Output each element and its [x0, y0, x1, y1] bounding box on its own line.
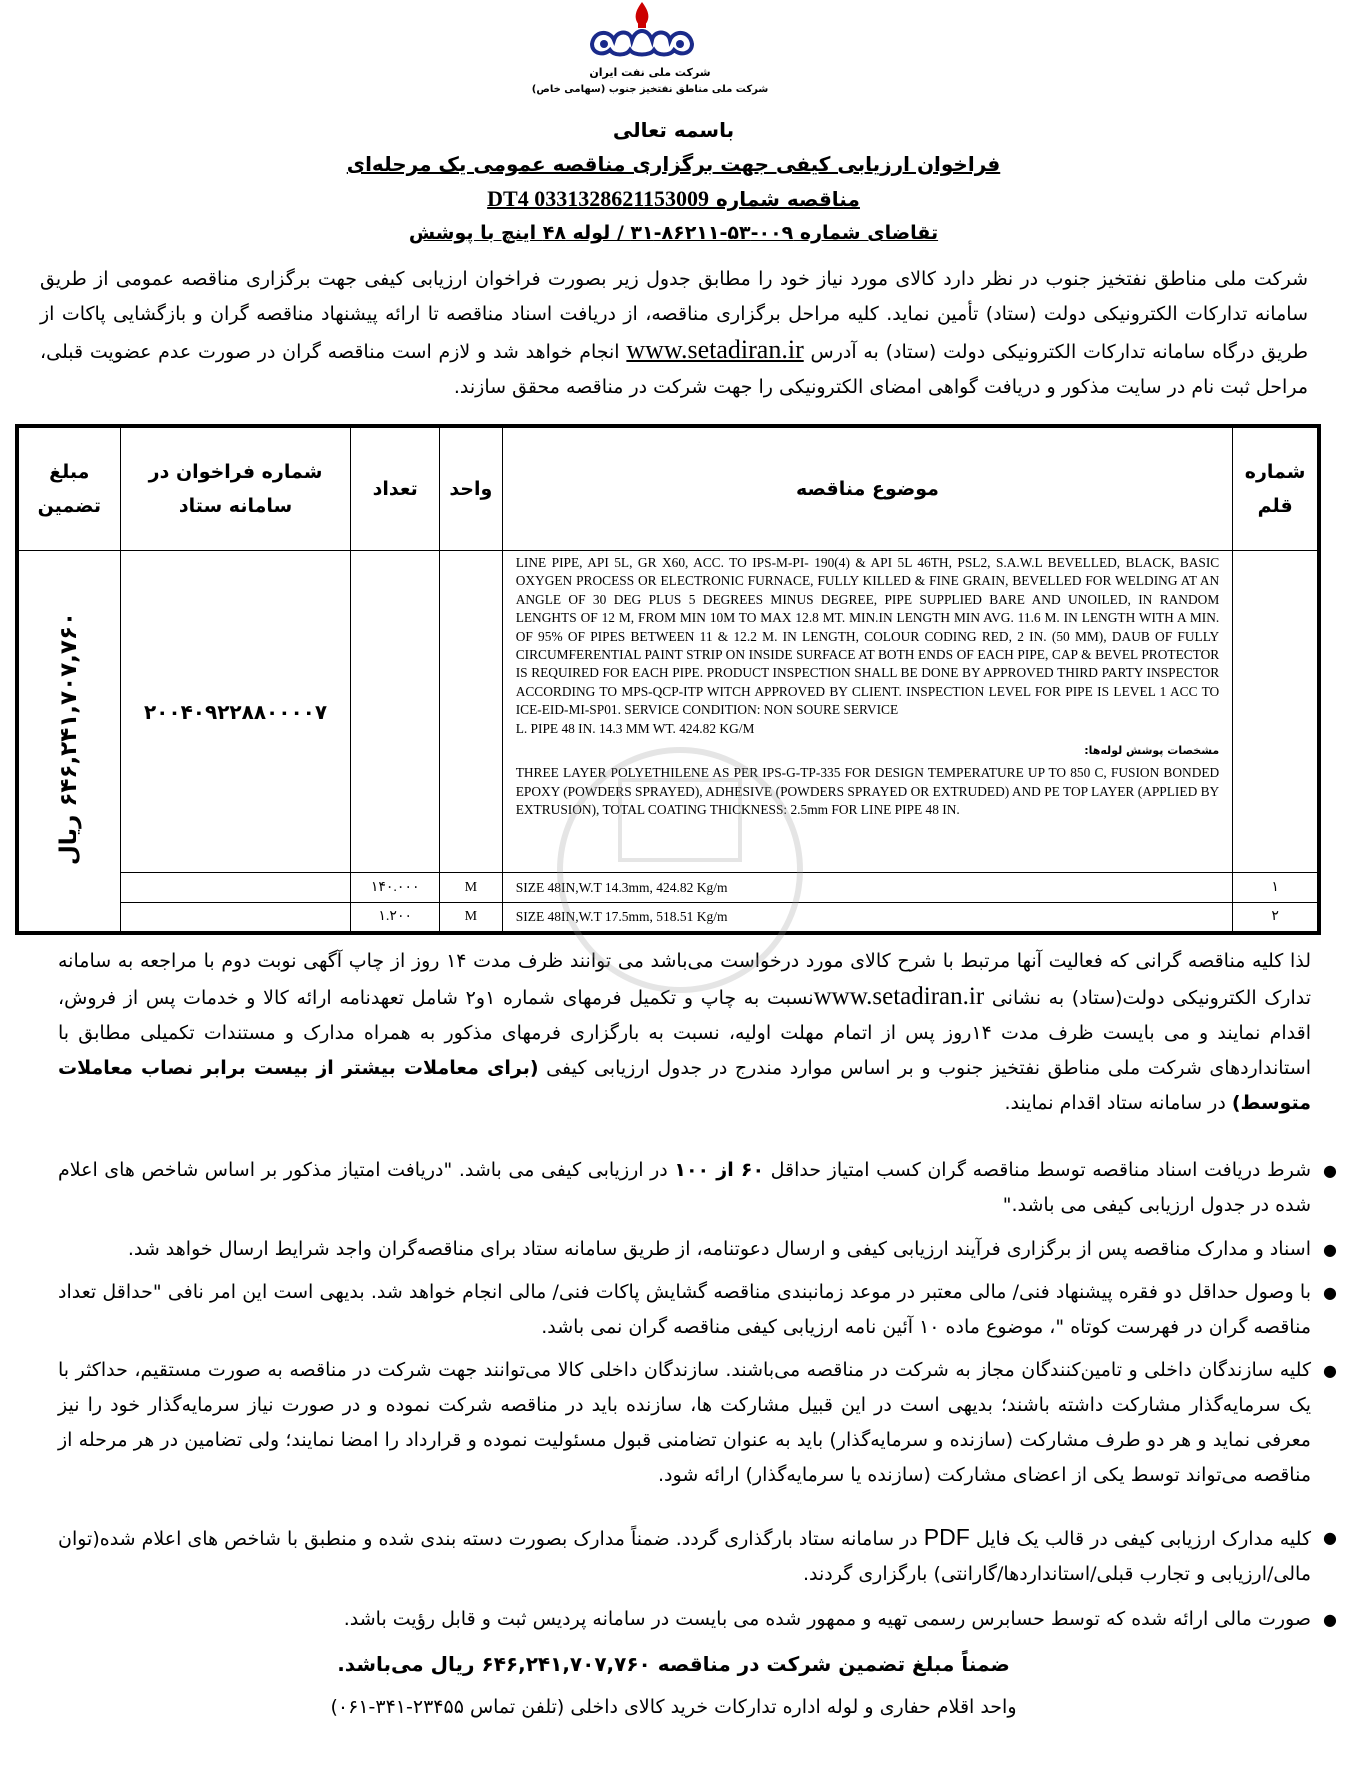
qty-cell-empty: [351, 551, 440, 873]
bullet-icon: ●: [1323, 1610, 1337, 1629]
col-subject: موضوع مناقصه: [502, 426, 1233, 551]
coating-label: مشخصات پوشش لوله‌ها:: [1084, 744, 1220, 758]
bold-clause: (برای معاملات بیشتر از بیست برابر نصاب معاملات متوسط): [58, 1057, 1311, 1114]
setadiran-link-2[interactable]: www.setadiran.ir: [813, 983, 985, 1010]
bullet-icon: ●: [1323, 1361, 1337, 1380]
col-qty: تعداد: [351, 426, 440, 551]
col-item: شماره قلم: [1233, 426, 1319, 551]
main-paragraph: لذا کلیه مناقصه گرانی که فعالیت آنها مرتبط با شرح کالای مورد درخواست می‌باشد می توانند ظرف مدت ۱۴ روز از چاپ آگهی نوبت دوم با مراجعه به سامانه تدارک الکترونیکی دولت(ستاد) به نشانی www.setadiran.irنسبت به چاپ و تکمیل فرمهای شماره ۱و۲ شامل تعهدنامه ارائه کالا و خدمات پس از فروش، اقدام نمایند و می بایست ظرف مدت ۱۴روز پس از اتمام مهلت اولیه، نسبت به بارگزاری فرمهای مذکور به همراه مدارک و مستندات تکمیلی مطابق با استانداردهای شرکت ملی مناطق نفتخیز جنوب و بر اساس موارد مندرج در جدول ارزیابی کیفی (برای معاملات بیشتر از بیست برابر نصاب معاملات متوسط) در سامانه ستاد اقدام نمایند.: [58, 950, 1311, 1114]
col-unit: واحد: [439, 426, 502, 551]
guarantee-note: ضمناً مبلغ تضمین شرکت در مناقصه ۶۴۶,۲۴۱,۷۰۷,۷۶۰ ریال می‌باشد.: [337, 1652, 1010, 1676]
guarantee-cell: [17, 551, 120, 933]
tender-label: مناقصه شماره: [715, 187, 860, 211]
nioc-logo: [584, 0, 700, 64]
row-unit: M: [439, 873, 502, 903]
bullet-6: ● صورت مالی ارائه شده که توسط حسابرس رسمی تهیه و ممهور شده می بایست در سامانه پردیس ثبت و قابل رؤیت باشد.: [58, 1602, 1311, 1637]
company-name: شرکت ملی نفت ایران: [589, 66, 711, 79]
row-unit: M: [439, 903, 502, 933]
row-qty: ۱۴۰.۰۰۰: [351, 873, 440, 903]
setadiran-link[interactable]: www.setadiran.ir: [626, 335, 804, 364]
tender-number: DT4 0331328621153009: [487, 186, 710, 211]
request-line: تقاضای شماره ۰۰۹-۵۳-۸۶۲۱۱-۳۱ / لوله ۴۸ اینچ با پوشش: [408, 222, 939, 244]
spec-coating: THREE LAYER POLYETHILENE AS PER IPS-G-TP-335 FOR DESIGN TEMPERATURE UP TO 850 C, FUSION BONDED EPOXY (POWDERS SPRAYED), ADHESIVE (POWDERS SPRAYED OR EXTRUDED) AND PE TOP LAYER (APPLIED BY EXTRUSION), TOTAL COATING THICKNESS: 2.5mm FOR LINE PIPE 48 IN.: [515, 765, 1220, 818]
bullet-icon: ●: [1323, 1528, 1337, 1547]
invocation: باسمه تعالی: [612, 118, 735, 142]
call-number: ۲۰۰۴۰۹۲۲۸۸۰۰۰۰۷: [120, 551, 351, 873]
item-cell-empty: [1233, 551, 1319, 873]
bullet-3: ● با وصول حداقل دو فقره پیشنهاد فنی/ مالی معتبر در موعد زمانبندی مناقصه گشایش پاکات فنی/ مالی انجام خواهد شد. بدیهی است این امر نافی "حداقل تعداد مناقصه گران در فهرست کوتاه "، موضوع ماده ۱۰ آئین نامه ارزیابی کیفی مناقصه گران نمی باشد.: [58, 1275, 1311, 1345]
row-item: ۱: [1233, 873, 1319, 903]
intro-paragraph: شرکت ملی مناطق نفتخیز جنوب در نظر دارد کالای مورد نیاز خود را مطابق جدول زیر بصورت فراخوان ارزیابی کیفی جهت برگزاری مناقصه عمومی از طریق سامانه تدارکات الکترونیکی دولت (ستاد) تأمین نماید. کلیه مراحل برگزاری مناقصه، از دریافت اسناد مناقصه تا ارائه پیشنهاد مناقصه گران و بازگشایی پاکات از طریق درگاه سامانه تدارکات الکترونیکی دولت (ستاد) به آدرس www.setadiran.ir انجام خواهد شد و لازم است مناقصه گران در صورت عدم عضویت قبلی، مراحل ثبت نام در سایت مذکور و دریافت گواهی امضای الکترونیکی را جهت شرکت در مناقصه محقق سازند.: [40, 268, 1309, 398]
row-qty: ۱.۲۰۰: [351, 903, 440, 933]
bullet-icon: ●: [1323, 1161, 1337, 1180]
contact-line: واحد اقلام حفاری و لوله اداره تدارکات خرید کالای داخلی (تلفن تماس ۲۳۴۵۵-۳۴۱-۰۶۱): [330, 1696, 1017, 1718]
col-guarantee: مبلغ تضمین: [17, 426, 120, 551]
row-size: SIZE 48IN,W.T 14.3mm, 424.82 Kg/m: [502, 873, 1233, 903]
row-call-empty: [120, 873, 351, 903]
bullet-2: ● اسناد و مدارک مناقصه پس از برگزاری فرآیند ارزیابی کیفی و ارسال دعوتنامه، از طریق سامانه ستاد برای مناقصه‌گران واجد شرایط ارسال خواهد شد.: [58, 1232, 1311, 1267]
bullet-5: ● کلیه مدارک ارزیابی کیفی در قالب یک فایل PDF در سامانه ستاد بارگذاری گردد. ضمناً مدارک بصورت دسته بندی شده و منطبق با شاخص های اعلام شده(توان مالی/ارزیابی و تجارب قبلی/استانداردها/گارانتی) بارگزاری گردند.: [58, 1520, 1311, 1592]
tender-number-line: [0, 186, 1347, 212]
guarantee-amount: ۶۴۶,۲۴۱,۷۰۷,۷۶۰ ریال: [56, 612, 83, 866]
notice-title: فراخوان ارزیابی کیفی جهت برگزاری مناقصه عمومی یک مرحله‌ای: [346, 152, 1001, 176]
spec-text: LINE PIPE, API 5L, GR X60, ACC. TO IPS-M-PI- 190(4) & API 5L 46TH, PSL2, S.A.W.L BEVELLED, BLACK, BASIC OXYGEN PROCESS OR ELECTRONIC FURNACE, FULLY KILLED & FINE GRAIN, BEVELLED FOR WELDING AT AN ANGLE OF 30 DEG PLUS 5 DEGREES MINUS DEGREE, PIPE SUPPLIED BARE AND UNOILED, IN RANDOM LENGHTS OF 12 M, FROM MIN 10M TO MAX 12.8 MT. MIN.IN LENGTH MIN AVG. 11.6 M. IN LENGTH WITH A MIN. OF 95% OF PIPES BETWEEN 11 & 12.2 M. IN LENGTH, COLOUR CODING RED, 2 IN. (50 MM), DAUB OF FULLY CIRCUMFERENTIAL PAINT STRIP ON INSIDE SURFACE AT BOTH ENDS OF EACH PIPE, CAP & BEVEL PROTECTOR IS REQUIRED FOR EACH PIPE. PRODUCT INSPECTION SHALL BE DONE BY APPROVED THIRD PARTY INSPECTOR ACCORDING TO MPS-QCP-ITP WITCH APPROVED BY CLIENT. INSPECTION LEVEL FOR PIPE IS LEVEL 1 ACC TO ICE-EID-MI-SP01. SERVICE CONDITION: NON SOURE SERVICE: [515, 555, 1220, 718]
company-subname: شرکت ملی مناطق نفتخیز جنوب (سهامی خاص): [531, 84, 769, 95]
row-size: SIZE 48IN,W.T 17.5mm, 518.51 Kg/m: [502, 903, 1233, 933]
row-item: ۲: [1233, 903, 1319, 933]
bullet-4: ● کلیه سازندگان داخلی و تامین‌کنندگان مجاز به شرکت در مناقصه می‌باشند. سازندگان داخلی کالا می‌توانند جهت شرکت در مناقصه به صورت مستقیم، حداکثر با یک سرمایه‌گذار مشارکت داشته باشند؛ بدیهی است در این قبیل مشارکت ها، سازنده باید در مناقصه شرکت نموده و در صورت نیاز سرمایه‌گذار خود را نیز معرفی نماید و هر دو طرف مشارکت (سازنده و سرمایه‌گذار) باید به عنوان تضامنی قبول مسئولیت نموده و قرارداد را امضا نمایند؛ ولی تضامین در هر مرحله از مناقصه می‌تواند توسط یکی از اعضای مشارکت (سازنده یا سرمایه‌گذار) ارائه شود.: [58, 1353, 1311, 1493]
watermark-graphic: [470, 720, 890, 1040]
row-call-empty: [120, 903, 351, 933]
bullet-1: ● شرط دریافت اسناد مناقصه توسط مناقصه گران کسب امتیاز حداقل ۶۰ از ۱۰۰ در ارزیابی کیفی می باشد. "دریافت امتیاز مذکور بر اساس شاخص های اعلام شده در جدول ارزیابی کیفی می باشد.": [58, 1153, 1311, 1223]
spec-pipe: L. PIPE 48 IN. 14.3 MM WT. 424.82 KG/M: [515, 720, 755, 736]
bullet-icon: ●: [1323, 1240, 1337, 1259]
bullet-icon: ●: [1323, 1283, 1337, 1302]
col-call-no: شماره فراخوان در سامانه ستاد: [120, 426, 351, 551]
